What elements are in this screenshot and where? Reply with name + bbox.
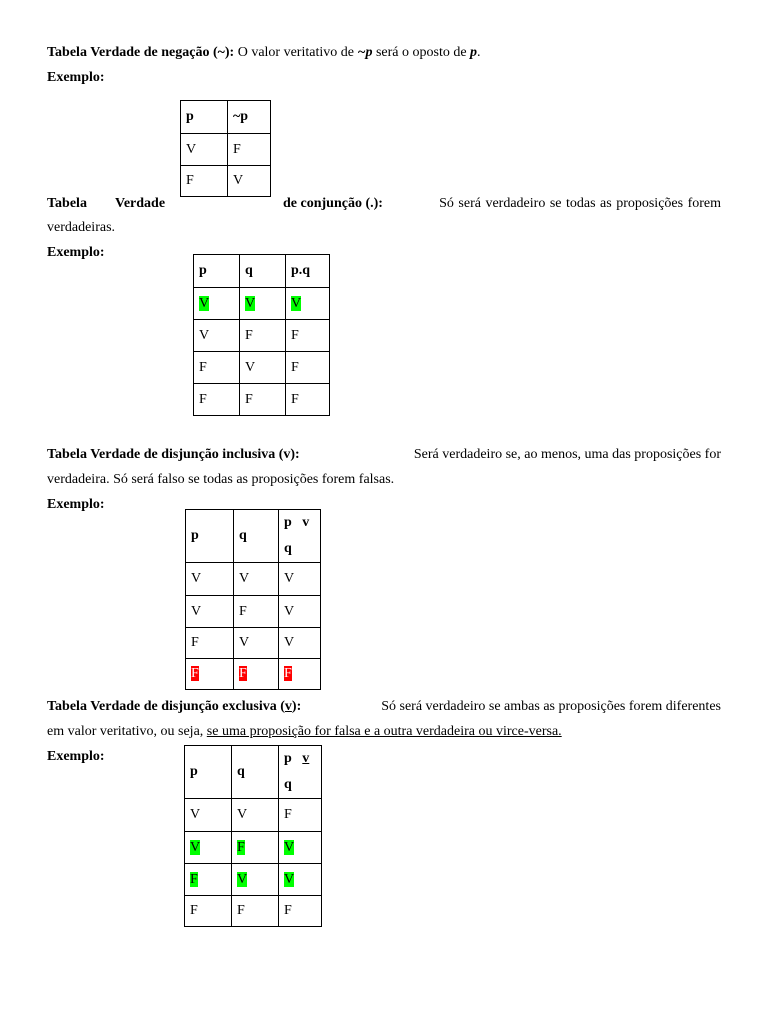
table-cell: V	[185, 799, 232, 832]
header-top	[284, 746, 316, 772]
highlighted-value: V	[245, 295, 256, 311]
highlighted-value: F	[284, 666, 292, 681]
header-bottom: q	[284, 541, 292, 556]
table-cell: F	[286, 384, 330, 416]
header-cell: p	[181, 101, 228, 134]
table-cell: V	[279, 596, 321, 628]
table-row	[186, 659, 321, 690]
table-row	[185, 799, 322, 832]
table-row	[185, 832, 322, 864]
table-header-row	[194, 255, 330, 288]
table-cell: V	[186, 563, 234, 596]
table-cell: V	[186, 596, 234, 628]
disjunction-title: Tabela Verdade de disjunção inclusiva (v):	[47, 447, 300, 462]
exclusive-text-2b: se uma proposição for falsa e a outra verdadeira ou virce-versa.	[206, 724, 562, 739]
table-cell: F	[185, 896, 232, 927]
highlighted-value: V	[199, 295, 210, 311]
table-cell	[279, 832, 322, 864]
header-cell: q	[232, 746, 279, 799]
highlighted-value: F	[191, 666, 199, 681]
table-cell: V	[234, 563, 279, 596]
table-cell: F	[240, 384, 286, 416]
disjunction-table	[185, 509, 321, 690]
table-cell: V	[240, 352, 286, 384]
table-cell: F	[181, 166, 228, 197]
conjunction-line	[283, 195, 721, 213]
negation-var: p	[470, 45, 478, 60]
table-cell: F	[228, 134, 271, 166]
table-cell	[234, 659, 279, 690]
header-cell: q	[240, 255, 286, 288]
table-cell: F	[194, 384, 240, 416]
disjunction-heading	[47, 446, 721, 464]
highlighted-value: V	[291, 295, 302, 311]
table-cell: F	[194, 352, 240, 384]
header-top: p v	[284, 515, 310, 530]
table-cell: V	[279, 628, 321, 659]
table-row	[186, 596, 321, 628]
negation-text-1: O valor veritativo de	[237, 45, 358, 60]
table-cell: F	[286, 352, 330, 384]
table-cell: F	[232, 896, 279, 927]
table-header-row	[181, 101, 271, 134]
exclusive-table	[184, 745, 322, 927]
table-cell	[186, 659, 234, 690]
table-cell	[185, 864, 232, 896]
table-row	[194, 320, 330, 352]
header-cell	[279, 510, 321, 563]
table-row	[186, 563, 321, 596]
table-cell	[286, 288, 330, 320]
header-bottom: q	[284, 777, 292, 792]
header-cell: q	[234, 510, 279, 563]
table-cell: F	[234, 596, 279, 628]
table-cell: V	[234, 628, 279, 659]
table-cell: V	[181, 134, 228, 166]
exclusive-title-b: ):	[291, 699, 302, 714]
table-cell	[185, 832, 232, 864]
header-top-var: p	[284, 751, 292, 766]
conjunction-title-c: de conjunção (.):	[283, 196, 383, 211]
table-cell	[194, 288, 240, 320]
table-cell: F	[186, 628, 234, 659]
highlighted-value: F	[237, 839, 245, 855]
disjunction-text-2: verdadeira. Só será falso se todas as proposições forem falsas.	[47, 472, 395, 487]
header-top-symbol: v	[302, 751, 310, 766]
table-cell	[232, 864, 279, 896]
conjunction-text: Só será verdadeiro se todas as proposições forem	[439, 196, 721, 211]
header-cell: p	[186, 510, 234, 563]
highlighted-value: V	[237, 871, 248, 887]
table-row	[181, 134, 271, 166]
table-cell	[279, 864, 322, 896]
table-cell	[279, 659, 321, 690]
conjunction-title-b: Verdade	[115, 196, 166, 211]
table-row	[181, 166, 271, 197]
conjunction-table	[193, 254, 330, 416]
header-cell: ~p	[228, 101, 271, 134]
exclusive-title-a: Tabela Verdade de disjunção exclusiva (	[47, 699, 285, 714]
highlighted-value: F	[190, 871, 198, 887]
header-cell: p	[185, 746, 232, 799]
table-cell: F	[279, 896, 322, 927]
negation-heading	[47, 44, 481, 62]
highlighted-value: V	[284, 839, 295, 855]
exclusive-title	[47, 698, 301, 716]
exclusive-example-label: Exemplo:	[47, 749, 105, 764]
conjunction-example-label: Exemplo:	[47, 245, 105, 260]
exclusive-text-2a: em valor veritativo, ou seja,	[47, 724, 207, 739]
header-cell: p	[194, 255, 240, 288]
table-cell: F	[286, 320, 330, 352]
conjunction-text-cont: verdadeiras.	[47, 220, 116, 235]
table-row	[194, 288, 330, 320]
negation-symbol: ~p	[357, 45, 373, 60]
table-cell: V	[232, 799, 279, 832]
table-row	[185, 896, 322, 927]
highlighted-value: F	[239, 666, 247, 681]
negation-title: Tabela Verdade de negação (~):	[47, 45, 235, 60]
negation-dot: .	[477, 45, 481, 60]
negation-table	[180, 100, 271, 197]
table-row	[185, 864, 322, 896]
table-cell: F	[279, 799, 322, 832]
table-header-row	[186, 510, 321, 563]
table-header-row	[185, 746, 322, 799]
conjunction-title-a: Tabela	[47, 196, 87, 211]
highlighted-value: V	[284, 871, 295, 887]
table-row	[186, 628, 321, 659]
highlighted-value: V	[190, 839, 201, 855]
header-cell: p.q	[286, 255, 330, 288]
exclusive-title-symbol: v	[284, 699, 292, 714]
table-cell: V	[194, 320, 240, 352]
negation-text-2: será o oposto de	[372, 45, 471, 60]
table-cell	[232, 832, 279, 864]
negation-example-label: Exemplo:	[47, 70, 105, 85]
table-cell: V	[279, 563, 321, 596]
disjunction-example-label: Exemplo:	[47, 497, 105, 512]
exclusive-text-1: Só será verdadeiro se ambas as proposições forem diferentes	[381, 699, 721, 714]
table-cell: V	[228, 166, 271, 197]
table-cell	[240, 288, 286, 320]
exclusive-line-2	[47, 723, 562, 741]
table-cell: F	[240, 320, 286, 352]
disjunction-text-1: Será verdadeiro se, ao menos, uma das proposições for	[413, 447, 721, 462]
header-cell	[279, 746, 322, 799]
table-row	[194, 352, 330, 384]
table-row	[194, 384, 330, 416]
exclusive-heading	[47, 698, 721, 716]
